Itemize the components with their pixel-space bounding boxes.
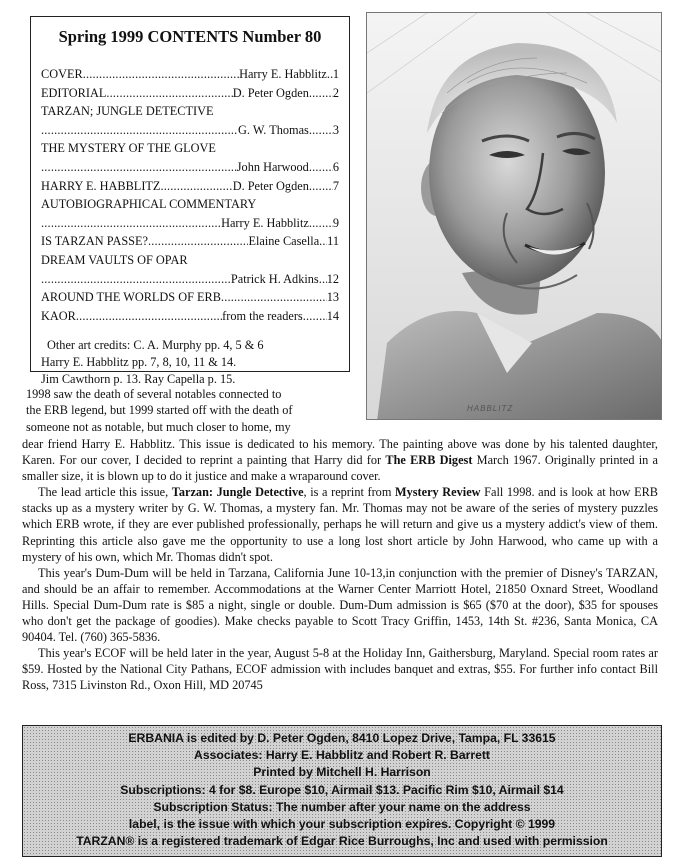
text-run: Fall 1998. and is look at how ERB stacks up as a mystery writer by G. W. Thomas, a mystery fan. Mr. Thomas may not be aware of the series of mystery puzzles which ERB wrote, if they are ever published professionally, perhaps he will return and give us a mystery addict's view of them. Reprinting this article also gave me the opportunity to use a long lost short article by John Harwood, who came up with a mystery of his own, which Mr. Thomas didn't spot. bbox=[22, 485, 659, 564]
dot-leader bbox=[148, 232, 248, 251]
intro-line: someone not as notable, but much closer to home, my bbox=[26, 419, 291, 434]
paragraph-dedication bbox=[22, 436, 658, 484]
masthead-line: TARZAN® is a registered trademark of Edgar Rice Burroughs, Inc and used with permission bbox=[76, 834, 608, 849]
toc-author: Patrick H. Adkins bbox=[230, 271, 319, 286]
toc-author: John Harwood bbox=[236, 159, 309, 174]
masthead-line: label, is the issue with which your subscription expires. Copyright © 1999 bbox=[128, 817, 556, 832]
dot-leader bbox=[41, 214, 221, 233]
dot-leader bbox=[76, 307, 222, 326]
text-run: , is a reprint from bbox=[303, 485, 395, 500]
toc-page: 14 bbox=[326, 308, 339, 323]
dot-leader bbox=[83, 65, 239, 84]
dot-leader bbox=[309, 158, 333, 177]
dot-leader bbox=[303, 307, 327, 326]
toc-title: COVER bbox=[41, 67, 83, 81]
publication-title: Mystery Review bbox=[395, 485, 481, 500]
masthead-box bbox=[22, 725, 662, 857]
masthead-line: ERBANIA is edited by D. Peter Ogden, 8410 Lopez Drive, Tampa, FL 33615 bbox=[128, 731, 556, 745]
art-credit-line: Other art credits: C. A. Murphy pp. 4, 5 & 6 bbox=[47, 338, 264, 353]
paragraph-ecof: This year's ECOF will be held later in the year, August 5-8 at the Holiday Inn, Gaithersburg, Maryland. Special room rates ar $59. Hosted by the National City Pathans, ECOF admission with includes banquet and extras, $55. For further info contact Bill Ross, 7315 Livinston Rd., Oxon Hill, MD 20745 bbox=[22, 646, 658, 693]
portrait-drawing bbox=[366, 12, 662, 420]
toc-page: 9 bbox=[332, 215, 339, 230]
table-of-contents bbox=[41, 65, 339, 325]
dot-leader bbox=[319, 270, 327, 289]
dot-leader bbox=[160, 177, 232, 196]
toc-page: 12 bbox=[326, 271, 339, 286]
masthead-line: Associates: Harry E. Habblitz and Robert R. Barrett bbox=[194, 748, 490, 763]
toc-entry-tarzan-jungle-detective bbox=[41, 121, 339, 140]
dot-leader bbox=[309, 84, 333, 103]
contents-title: Spring 1999 CONTENTS Number 80 bbox=[58, 27, 322, 46]
editorial-body bbox=[22, 436, 658, 694]
masthead-line: Subscription Status: The number after your name on the address bbox=[153, 799, 531, 814]
dot-leader bbox=[309, 214, 333, 233]
toc-page: 3 bbox=[332, 122, 339, 137]
toc-title: TARZAN; JUNGLE DETECTIVE bbox=[41, 104, 214, 119]
dot-leader bbox=[41, 270, 231, 289]
toc-page: 1 bbox=[332, 67, 339, 81]
toc-entry-dream-vaults-of-opar bbox=[41, 270, 339, 289]
toc-entry-is-tarzan-passe bbox=[41, 232, 339, 251]
toc-author: Elaine Casella bbox=[248, 234, 320, 249]
masthead-line: Subscriptions: 4 for $8. Europe $10, Airmail $13. Pacific Rim $10, Airmail $14 bbox=[120, 782, 564, 797]
intro-line: 1998 saw the death of several notables connected to bbox=[26, 387, 282, 401]
portrait-illustration bbox=[367, 13, 662, 420]
toc-author: G. W. Thomas bbox=[238, 122, 309, 137]
toc-title: AUTOBIOGRAPHICAL COMMENTARY bbox=[41, 197, 257, 212]
toc-entry-editorial bbox=[41, 84, 339, 103]
masthead-line: Printed by Mitchell H. Harrison bbox=[253, 765, 431, 780]
toc-title: IS TARZAN PASSE? bbox=[41, 234, 148, 249]
intro-text bbox=[26, 386, 346, 435]
dot-leader bbox=[106, 84, 232, 103]
dot-leader bbox=[41, 121, 238, 140]
toc-title: THE MYSTERY OF THE GLOVE bbox=[41, 141, 216, 156]
intro-line: the ERB legend, but 1999 started off with the death of bbox=[26, 403, 293, 418]
toc-page: 11 bbox=[327, 234, 339, 249]
artist-signature: HABBLITZ bbox=[467, 404, 514, 413]
toc-author: Harry E. Habblitz bbox=[239, 67, 327, 81]
article-title: Tarzan: Jungle Detective bbox=[171, 485, 304, 500]
toc-title: HARRY E. HABBLITZ bbox=[41, 178, 161, 193]
paragraph-lead-article bbox=[22, 484, 658, 564]
dot-leader bbox=[221, 288, 327, 307]
paragraph-dum-dum: This year's Dum-Dum will be held in Tarzana, California June 10-13,in conjunction with the premier of Disney's TARZAN, and should be an affair to remember. Accommodations at the Warner Center Marriott Hotel, 21850 Oxnard Street, Woodland Hills. Special Dum-Dum rate is $85 a night, single or double. Dum-Dum admission is $65 ($70 at the door), $35 for spouses who don't get the package of goodies). Make checks payable to Scott Tracy Griffin, 1453, 14th St. #236, Santa Monica, CA 90404. Tel. (760) 365-5836. bbox=[22, 565, 658, 645]
toc-page: 7 bbox=[332, 178, 339, 193]
toc-entry-cover bbox=[41, 65, 339, 84]
toc-author: D. Peter Ogden bbox=[232, 85, 309, 100]
toc-author: Harry E. Habblitz bbox=[221, 215, 309, 230]
toc-page: 2 bbox=[332, 85, 339, 100]
dot-leader bbox=[309, 177, 333, 196]
toc-title: DREAM VAULTS OF OPAR bbox=[41, 252, 188, 267]
toc-title: EDITORIAL bbox=[41, 85, 107, 100]
dot-leader bbox=[41, 158, 237, 177]
toc-entry-around-the-worlds-of-erb bbox=[41, 288, 339, 307]
art-credits bbox=[41, 337, 339, 387]
toc-title: AROUND THE WORLDS OF ERB bbox=[41, 290, 221, 305]
toc-title: KAOR bbox=[41, 308, 76, 323]
art-credit-line: Harry E. Habblitz pp. 7, 8, 10, 11 & 14. bbox=[41, 355, 237, 370]
toc-author: D. Peter Ogden bbox=[232, 178, 309, 193]
publication-title: The ERB Digest bbox=[385, 453, 473, 468]
art-credit-line: Jim Cawthorn p. 13. Ray Capella p. 15. bbox=[41, 371, 236, 386]
text-run: The lead article this issue, bbox=[38, 485, 172, 500]
toc-entry-harry-habblitz bbox=[41, 177, 339, 196]
toc-page: 13 bbox=[326, 290, 339, 305]
text-run: dear friend Harry E. Habblitz. This issue is dedicated to his memory. The painting above was done by his talented daughter, Karen. For our cover, I decided to reprint a painting that Harry did for bbox=[22, 437, 658, 468]
toc-author: from the readers bbox=[222, 308, 303, 323]
toc-page: 6 bbox=[332, 159, 339, 174]
dot-leader bbox=[309, 121, 333, 140]
text-run: March 1967. Originally printed in a smaller size, it is blown up to do it justice and make a wraparound cover. bbox=[22, 453, 658, 484]
dot-leader bbox=[319, 232, 327, 251]
toc-entry-kaor bbox=[41, 307, 339, 326]
contents-box bbox=[30, 16, 350, 386]
toc-entry-autobiographical-commentary bbox=[41, 214, 339, 233]
toc-entry-mystery-of-the-glove bbox=[41, 158, 339, 177]
